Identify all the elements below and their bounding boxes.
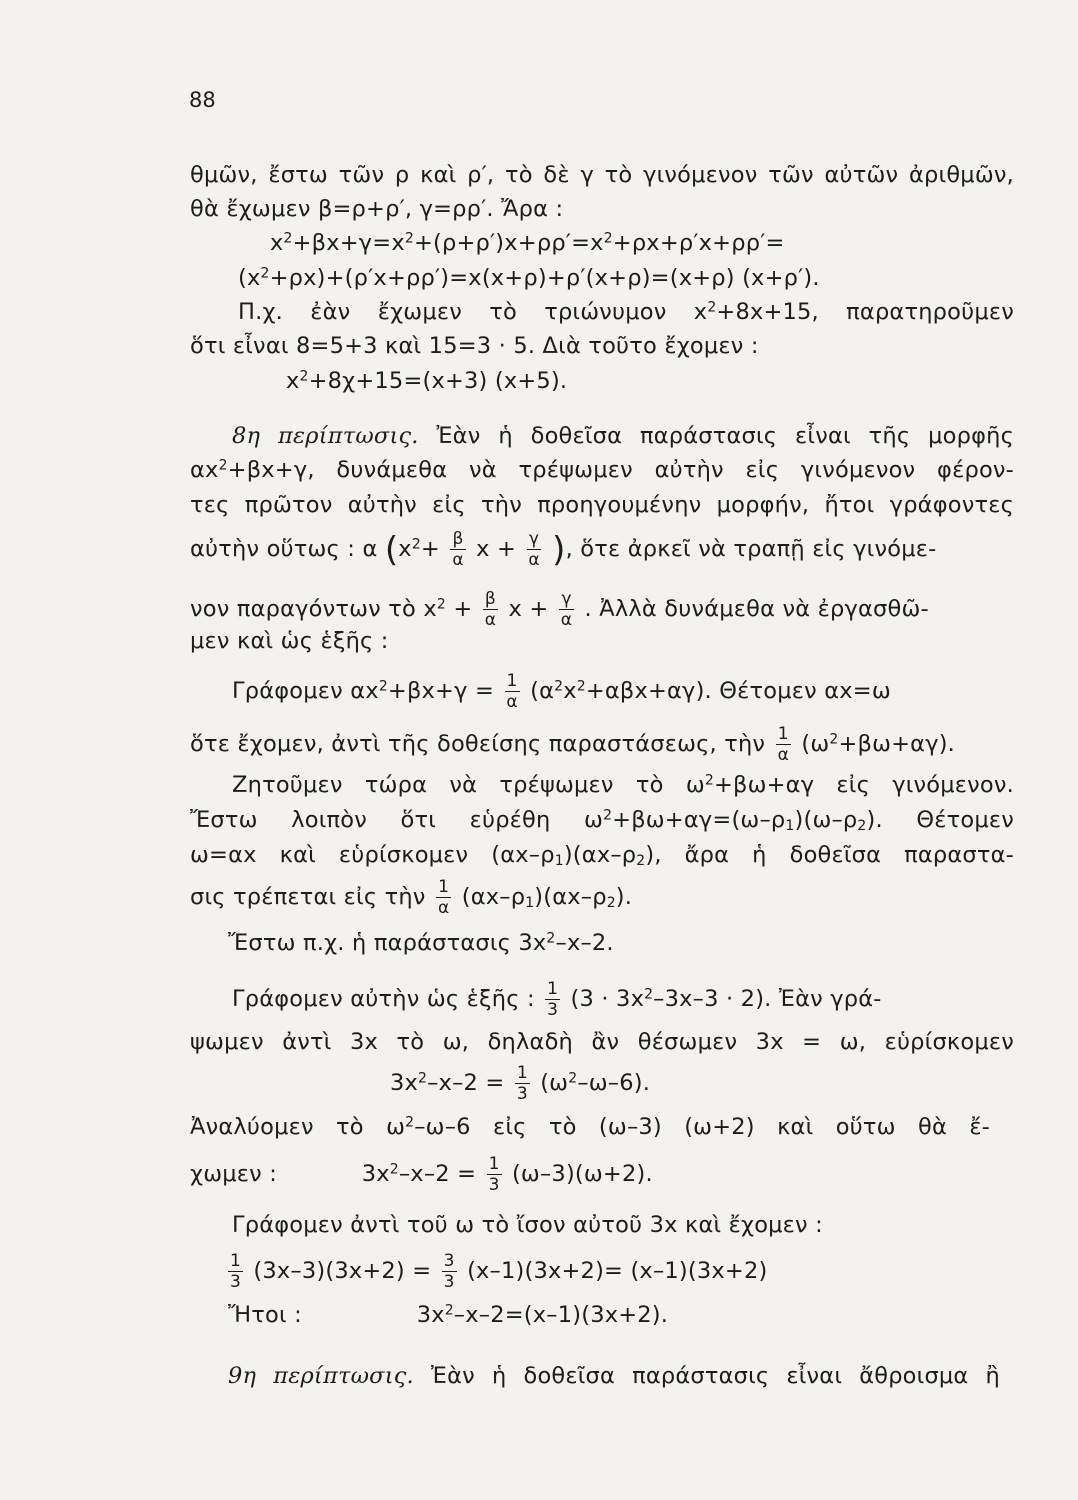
text-line-21: Γράφομεν αὐτὴν ὡς ἑξῆς : $\frac{1}{3}$ $(3 \cdot 3x^2-3x-3 \cdot 2)$. Ἐὰν γρά-	[232, 979, 882, 1020]
text-line-2: θὰ ἔχωμεν β=ρ+ρ′, γ=ρρ′. Ἄρα :	[190, 196, 564, 222]
text-line-28: Ἤτοι : $3x^2-x-2=(x-1)(3x+2)$.	[228, 1302, 669, 1328]
fraction-three-three: $\frac{3}{3}$	[443, 1251, 455, 1292]
equation-line-7: $x^2+8\chi+15=(x+3)$ (x+5).	[286, 368, 568, 394]
fraction-one-alpha: $\frac{1}{\alpha}$	[506, 671, 518, 712]
page-number: 88	[189, 88, 216, 112]
fraction-one-three-3: $\frac{1}{3}$	[488, 1154, 500, 1195]
fraction-beta-alpha: $\frac{\beta}{\alpha}$	[452, 529, 464, 570]
text-line-11: αὐτὴν οὕτως : α ($x^2+$ $\frac{\beta}{\alpha}$ x + $\frac{\gamma}{\alpha}$ ), ὅτε ἀρκεῖ νὰ τραπῇ εἰς γινόμε-	[190, 529, 937, 570]
text-line-25: χωμεν : $3x^2-x-2$ = $\frac{1}{3}$ (ω–3)(ω+2).	[190, 1154, 653, 1195]
text-line-18: ω=αx καὶ εὑρίσκομεν $(\alpha x-\rho_1)(\alpha x-\rho_2)$, ἄρα ἡ δοθεῖσα παραστα-	[190, 842, 1014, 869]
text-line-17: Ἔστω λοιπὸν ὅτι εὑρέθη $\omega^2+\beta\omega+\alpha\gamma=(\omega-\rho_1)(\omega-\rho_2)$. Θέτομεν	[190, 807, 1015, 834]
text-line-13: μεν καὶ ὡς ἑξῆς :	[190, 628, 389, 654]
fraction-beta-alpha-2: $\frac{\beta}{\alpha}$	[484, 589, 497, 630]
equation-line-4: $(x^2+\rho x)+(\rho'x+\rho\rho')=x(x+\rho)+\rho'(x+\rho)=(x+\rho)$ (x+ρ′).	[238, 265, 820, 291]
text-line-14: Γράφομεν $\alpha x^2+\beta x+\gamma$ = $\frac{1}{\alpha}$ $(\alpha^2x^2+\alpha\beta x+\alpha\gamma)$. Θέτομεν αx=ω	[232, 671, 891, 712]
equation-line-23: $3x^2-x-2$ = $\frac{1}{3}$ $(\omega^2-\omega-6)$.	[390, 1063, 651, 1104]
text-line-12: νον παραγόντων τὸ $x^2$ + $\frac{\beta}{\alpha}$ x + $\frac{\gamma}{\alpha}$ . Ἀλλὰ δυνάμεθα νὰ ἐργασθῶ-	[190, 589, 929, 630]
text-line-29: 9η περίπτωσις. Ἐὰν ἡ δοθεῖσα παράστασις εἶναι ἄθροισμα ἢ	[228, 1363, 1000, 1389]
equation-line-27: $\frac{1}{3}$ (3x–3)(3x+2) = $\frac{3}{3}$ (x–1)(3x+2)= (x–1)(3x+2)	[230, 1251, 768, 1292]
text-line-26: Γράφομεν ἀντὶ τοῦ ω τὸ ἴσον αὐτοῦ 3x καὶ ἔχομεν :	[232, 1212, 823, 1238]
fraction-one-alpha-2: $\frac{1}{\alpha}$	[777, 724, 789, 765]
text-line-10: τες πρῶτον αὐτὴν εἰς τὴν προηγουμένην μορφήν, ἤτοι γράφοντες	[190, 492, 1014, 518]
text-line-1: θμῶν, ἔστω τῶν ρ καὶ ρ′, τὸ δὲ γ τὸ γινόμενον τῶν αὐτῶν ἀριθμῶν,	[190, 162, 1014, 188]
text-line-15: ὅτε ἔχομεν, ἀντὶ τῆς δοθείσης παραστάσεως, τὴν $\frac{1}{\alpha}$ $(\omega^2+\beta\omega+\alpha\gamma)$.	[190, 724, 956, 765]
text-line-5: Π.χ. ἐὰν ἔχωμεν τὸ τριώνυμον $x^2+8x+15$, παρατηροῦμεν	[238, 299, 1014, 325]
text-line-22: ψωμεν ἀντὶ 3x τὸ ω, δηλαδὴ ἂν θέσωμεν 3x = ω, εὑρίσκομεν	[190, 1029, 1014, 1055]
fraction-one-three: $\frac{1}{3}$	[547, 979, 559, 1020]
fraction-one-three-4: $\frac{1}{3}$	[230, 1251, 242, 1292]
case-heading: 8η περίπτωσις.	[232, 423, 419, 449]
text-line-6: ὅτι εἶναι 8=5+3 καὶ 15=3 · 5. Διὰ τοῦτο ἔχομεν :	[190, 333, 759, 359]
text-line-20: Ἔστω π.χ. ἡ παράστασις $3x^2-x-2$.	[228, 930, 614, 956]
text-line-19: σις τρέπεται εἰς τὴν $\frac{1}{\alpha}$ $(\alpha x-\rho_1)(\alpha x-\rho_2)$.	[190, 877, 633, 918]
fraction-one-alpha-3: $\frac{1}{\alpha}$	[437, 877, 450, 918]
text-line-16: Ζητοῦμεν τώρα νὰ τρέψωμεν τὸ $\omega^2+\beta\omega+\alpha\gamma$ εἰς γινόμενον.	[232, 772, 1014, 798]
fraction-gamma-alpha: $\frac{\gamma}{\alpha}$	[528, 529, 540, 570]
fraction-one-three-2: $\frac{1}{3}$	[516, 1063, 528, 1104]
case-heading-9: 9η περίπτωσις.	[228, 1363, 414, 1389]
fraction-gamma-alpha-2: $\frac{\gamma}{\alpha}$	[560, 589, 573, 630]
text-line-8: 8η περίπτωσις. Ἐὰν ἡ δοθεῖσα παράστασις εἶναι τῆς μορφῆς	[232, 423, 1014, 449]
equation-line-3: $x^2+\beta x+\gamma=x^2+(\rho+\rho')x+\rho\rho'=x^2+\rho x+\rho'x+\rho\rho'=$	[270, 230, 785, 256]
text-line-24: Ἀναλύομεν τὸ $\omega^2-\omega-6$ εἰς τὸ (ω–3) (ω+2) καὶ οὕτω θὰ ἔ-	[190, 1114, 990, 1140]
text-line-9: $\alpha x^2+\beta x+\gamma$, δυνάμεθα νὰ τρέψωμεν αὐτὴν εἰς γινόμενον φέρον-	[190, 457, 1014, 483]
